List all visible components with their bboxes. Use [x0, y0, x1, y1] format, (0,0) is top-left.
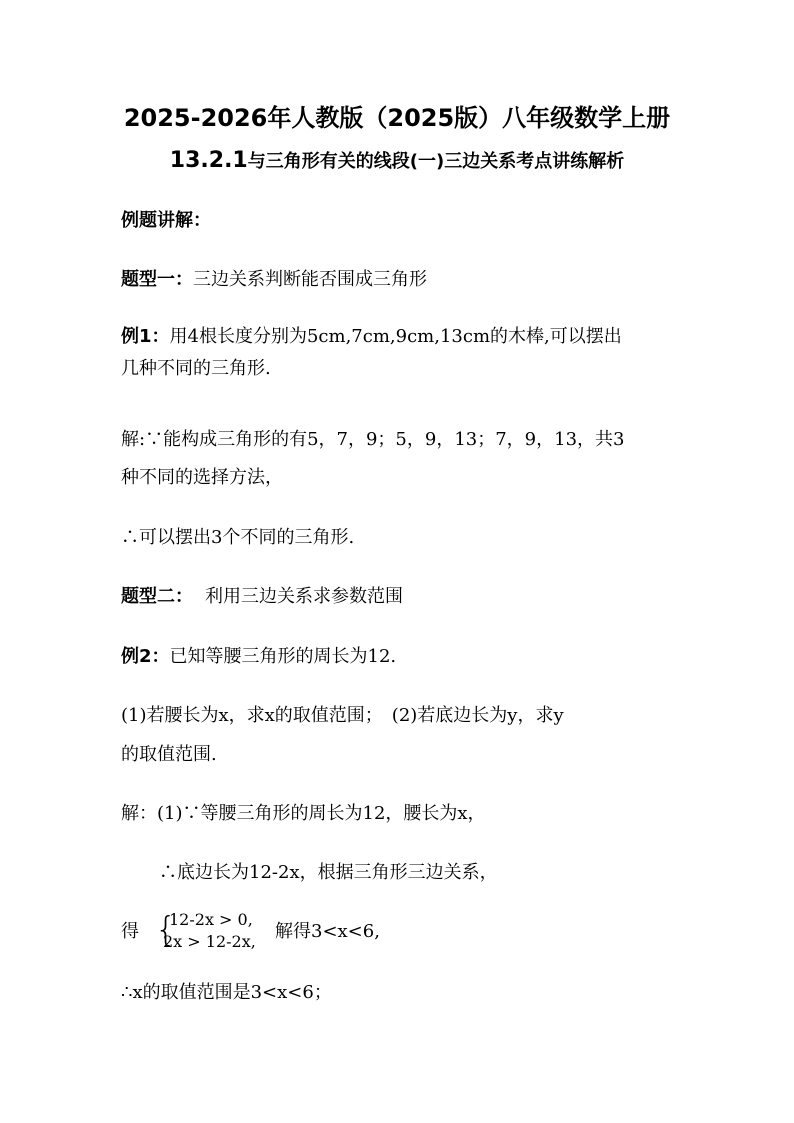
system-prefix: 得: [121, 921, 139, 942]
type2-label: 题型二：: [121, 586, 193, 607]
example2-question-line1: (1)若腰长为x，求x的取值范围； (2)若底边长为y，求y: [121, 705, 564, 726]
example1-label: 例1：: [121, 326, 170, 347]
example2-text: 已知等腰三角形的周长为12.: [169, 646, 397, 667]
example2-question-line2: 的取值范围.: [121, 744, 217, 765]
example2-label: 例2：: [121, 646, 170, 667]
type1-heading: [121, 268, 427, 292]
document-subtitle: [0, 145, 794, 178]
example1-line1: [121, 325, 622, 349]
type2-heading: [121, 585, 403, 609]
solution2-conclusion: ∴x的取值范围是3<x<6；: [121, 982, 332, 1003]
type1-text: 三边关系判断能否围成三角形: [193, 269, 427, 290]
type2-text: 利用三边关系求参数范围: [205, 586, 403, 607]
solution2-line1: 解：(1)∵等腰三角形的周长为12，腰长为x，: [121, 803, 486, 824]
solution1-line3: ∴可以摆出3个不同的三角形.: [121, 527, 355, 548]
document-title: 2025-2026年人教版（2025版）八年级数学上册: [123, 104, 671, 132]
example1-line2: 几种不同的三角形.: [121, 358, 271, 379]
inequality-1: 12-2x > 0,: [169, 910, 253, 929]
example2-line1: [121, 645, 396, 669]
example-section-heading: 例题讲解：: [121, 210, 211, 231]
solution2-line2: ∴底边长为12-2x，根据三角形三边关系，: [159, 862, 498, 883]
system-result: 解得3<x<6,: [275, 921, 380, 942]
section-title: 与三角形有关的线段(一)三边关系考点讲练解析: [247, 151, 625, 172]
type1-label: 题型一：: [121, 269, 193, 290]
solution1-line1: 解:∵能构成三角形的有5，7，9；5，9，13；7，9，13，共3: [121, 429, 625, 450]
section-number: 13.2.1: [169, 148, 248, 173]
example1-text: 用4根长度分别为5cm,7cm,9cm,13cm的木棒,可以摆出: [169, 326, 622, 347]
solution1-line2: 种不同的选择方法，: [121, 467, 283, 488]
inequality-2: 2x > 12-2x,: [163, 932, 256, 951]
system-brace: {: [155, 910, 177, 950]
